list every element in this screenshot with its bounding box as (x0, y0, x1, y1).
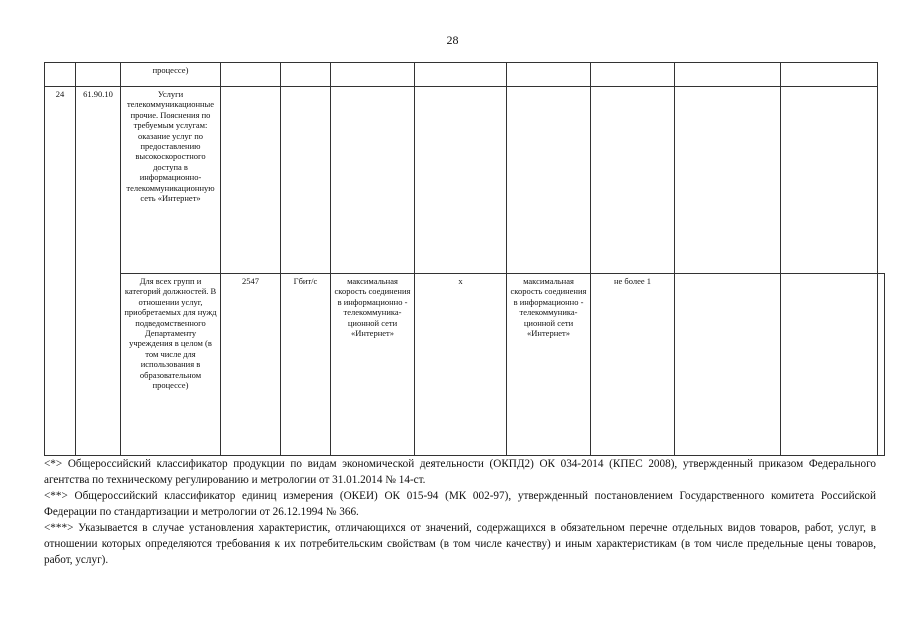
footnote: <***> Указывается в случае установления характеристик, отличающихся от значений, содержащихся в обязательном перечне отдельных видов товаров, работ, услуг, в отношении которых определяются требования к их потребительским свойствам (в том числе качеству) и иным характеристикам (в том числе предельные цены товаров, работ, услуг). (44, 522, 876, 566)
table-cell (591, 87, 675, 274)
table-cell (675, 274, 781, 456)
table-cell (675, 87, 781, 274)
table-cell (507, 63, 591, 87)
table-cell-value: не более 1 (591, 274, 675, 456)
table-cell (331, 63, 415, 87)
requirements-table (44, 62, 885, 456)
table-cell-okei-code: 2547 (221, 274, 281, 456)
footnote: <**> Общероссийский классификатор единиц измерения (ОКЕИ) ОК 015-94 (МК 002-97), утвержденный постановлением Государственного комитета Российской Федерации по стандартизации и метрологии от 26.12.1994 № 366. (44, 490, 876, 518)
table-cell (507, 87, 591, 274)
table-cell-unit: Гбит/с (281, 274, 331, 456)
table-cell (878, 274, 885, 456)
table-cell-name: процессе) (121, 63, 221, 87)
table-cell (781, 274, 878, 456)
table-cell-code: 61.90.10 (76, 87, 121, 456)
table-cell-characteristic: максимальная скорость соединения в информационно - телекоммуника-ционной сети «Интернет» (507, 274, 591, 456)
table-cell-number: 24 (45, 87, 76, 456)
footnotes (44, 456, 876, 568)
table-cell (331, 87, 415, 274)
table-cell (415, 63, 507, 87)
table-cell (675, 63, 781, 87)
table-cell (221, 87, 281, 274)
table-row (45, 87, 885, 274)
table-cell-name: Услуги телекоммуникационные прочие. Пояснения по требуемым услугам: оказание услуг по предоставлению высокоскоростного доступа в информационно-телекоммуникационную сеть «Интернет» (121, 87, 221, 274)
table-cell (415, 87, 507, 274)
page-number: 28 (446, 33, 459, 47)
table-cell (591, 63, 675, 87)
table-cell (76, 63, 121, 87)
table-cell (221, 63, 281, 87)
table-cell (781, 63, 878, 87)
table-cell (45, 63, 76, 87)
table-cell (281, 87, 331, 274)
table-cell (781, 87, 878, 274)
table-cell (281, 63, 331, 87)
table-row (45, 63, 885, 87)
footnote: <*> Общероссийский классификатор продукции по видам экономической деятельности (ОКПД2) ОК 034-2014 (КПЕС 2008), утвержденный приказом Федерального агентства по техническому регулированию и метрологии от 31.01.2014 № 14-ст. (44, 458, 876, 486)
table-row (45, 274, 885, 456)
table-cell-characteristic: максимальная скорость соединения в информационно - телекоммуника-ционной сети «Интернет» (331, 274, 415, 456)
table-cell-category: Для всех групп и категорий должностей. В отношении услуг, приобретаемых для нужд подведомственного Департаменту учреждения в целом (в том числе для использования в образовательном процессе) (121, 274, 221, 456)
table-cell-value: x (415, 274, 507, 456)
